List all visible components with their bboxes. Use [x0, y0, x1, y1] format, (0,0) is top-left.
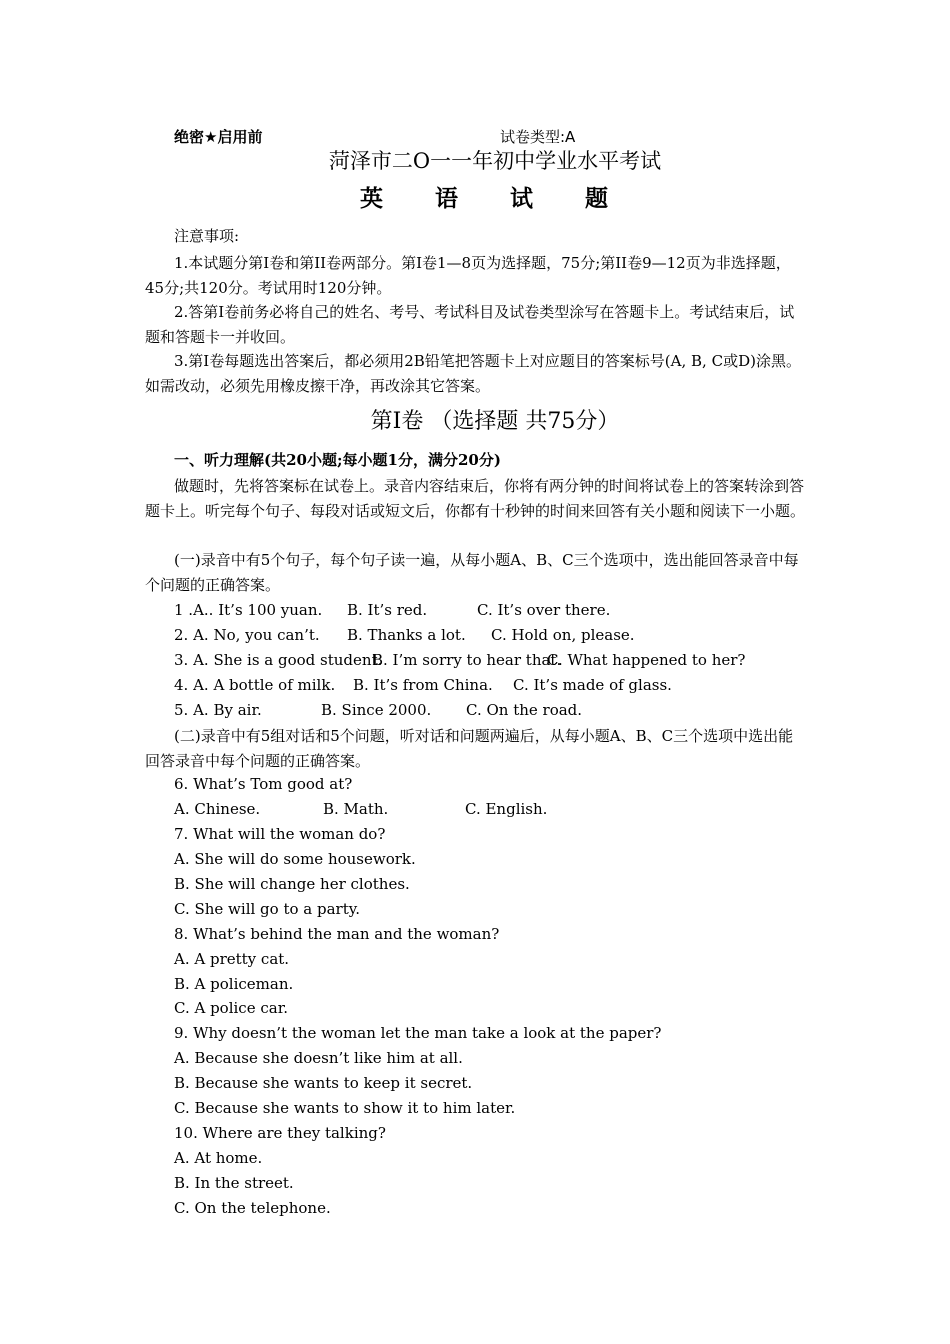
notice-heading: 注意事项: [174, 227, 240, 245]
q5-option-a: 5. A. By air. [174, 701, 262, 719]
q9-option-a: A. Because she doesn’t like him at all. [174, 1049, 463, 1067]
q3-option-c: C. What happened to her? [547, 651, 746, 669]
q1-option-c: C. It’s over there. [477, 601, 611, 619]
q6-stem: 6. What’s Tom good at? [174, 775, 353, 793]
q9-option-b: B. Because she wants to keep it secret. [174, 1074, 473, 1092]
q5-option-c: C. On the road. [466, 701, 583, 719]
q6-option-b: B. Math. [323, 800, 389, 818]
q7-option-b: B. She will change her clothes. [174, 875, 410, 893]
q9-option-c: C. Because she wants to show it to him later. [174, 1099, 516, 1117]
notice-item-2: 2.答第I卷前务必将自己的姓名、考号、考试科目及试卷类型涂写在答题卡上。考试结束后，试题和答题卡一并收回。 [145, 303, 795, 346]
q8-option-a: A. A pretty cat. [174, 950, 290, 968]
exam-title: 菏泽市二O一一年初中学业水平考试 [328, 149, 662, 173]
paper-type-label: 试卷类型:A [500, 128, 576, 146]
q10-stem: 10. Where are they talking? [174, 1124, 386, 1142]
q8-option-c: C. A police car. [174, 999, 288, 1017]
q8-option-b: B. A policeman. [174, 975, 294, 993]
q2-option-c: C. Hold on, please. [491, 626, 635, 644]
q2-option-b: B. Thanks a lot. [347, 626, 466, 644]
q3-option-b: B. I’m sorry to hear that. [372, 651, 562, 669]
q10-option-b: B. In the street. [174, 1174, 294, 1192]
q7-stem: 7. What will the woman do? [174, 825, 386, 843]
section1-intro: 做题时，先将答案标在试卷上。录音内容结束后，你将有两分钟的时间将试卷上的答案转涂到答题卡上。听完每个句子、每段对话或短文后，你都有十秒钟的时间来回答有关小题和阅读下一小题。 [145, 477, 806, 520]
q1-option-a: 1 .A.. It’s 100 yuan. [174, 601, 323, 619]
secret-label: 绝密★启用前 [174, 128, 263, 146]
q8-stem: 8. What’s behind the man and the woman? [174, 925, 500, 943]
part1-title: 第I卷 （选择题 共75分） [370, 409, 620, 434]
q5-option-b: B. Since 2000. [321, 701, 432, 719]
q7-option-c: C. She will go to a party. [174, 900, 360, 918]
q10-option-a: A. At home. [174, 1149, 263, 1167]
q4-option-b: B. It’s from China. [353, 676, 493, 694]
q1-option-b: B. It’s red. [347, 601, 428, 619]
q7-option-a: A. She will do some housework. [174, 850, 416, 868]
section1-heading: 一、听力理解(共20小题;每小题1分，满分20分) [174, 451, 501, 469]
q4-option-c: C. It’s made of glass. [513, 676, 672, 694]
q2-option-a: 2. A. No, you can’t. [174, 626, 320, 644]
sub1-intro: (一)录音中有5个句子，每个句子读一遍，从每小题A、B、C三个选项中，选出能回答录音中每个问题的正确答案。 [145, 551, 799, 594]
q10-option-c: C. On the telephone. [174, 1199, 331, 1217]
notice-item-3: 3.第I卷每题选出答案后，都必须用2B铅笔把答题卡上对应题目的答案标号(A, B, C或D)涂黑。如需改动，必须先用橡皮擦干净，再改涂其它答案。 [145, 352, 801, 395]
q6-option-a: A. Chinese. [174, 800, 261, 818]
notice-item-1: 1.本试题分第I卷和第II卷两部分。第I卷1—8页为选择题，75分;第II卷9—12页为非选择题，45分;共120分。考试用时120分钟。 [145, 254, 791, 297]
q9-stem: 9. Why doesn’t the woman let the man take a look at the paper? [174, 1024, 662, 1042]
sub2-intro: (二)录音中有5组对话和5个问题，听对话和问题两遍后，从每小题A、B、C三个选项中选出能回答录音中每个问题的正确答案。 [145, 727, 794, 770]
q3-option-a: 3. A. She is a good student. [174, 651, 383, 669]
q4-option-a: 4. A. A bottle of milk. [174, 676, 336, 694]
subject-title: 英 语 试 题 [359, 186, 631, 212]
q6-option-c: C. English. [465, 800, 548, 818]
